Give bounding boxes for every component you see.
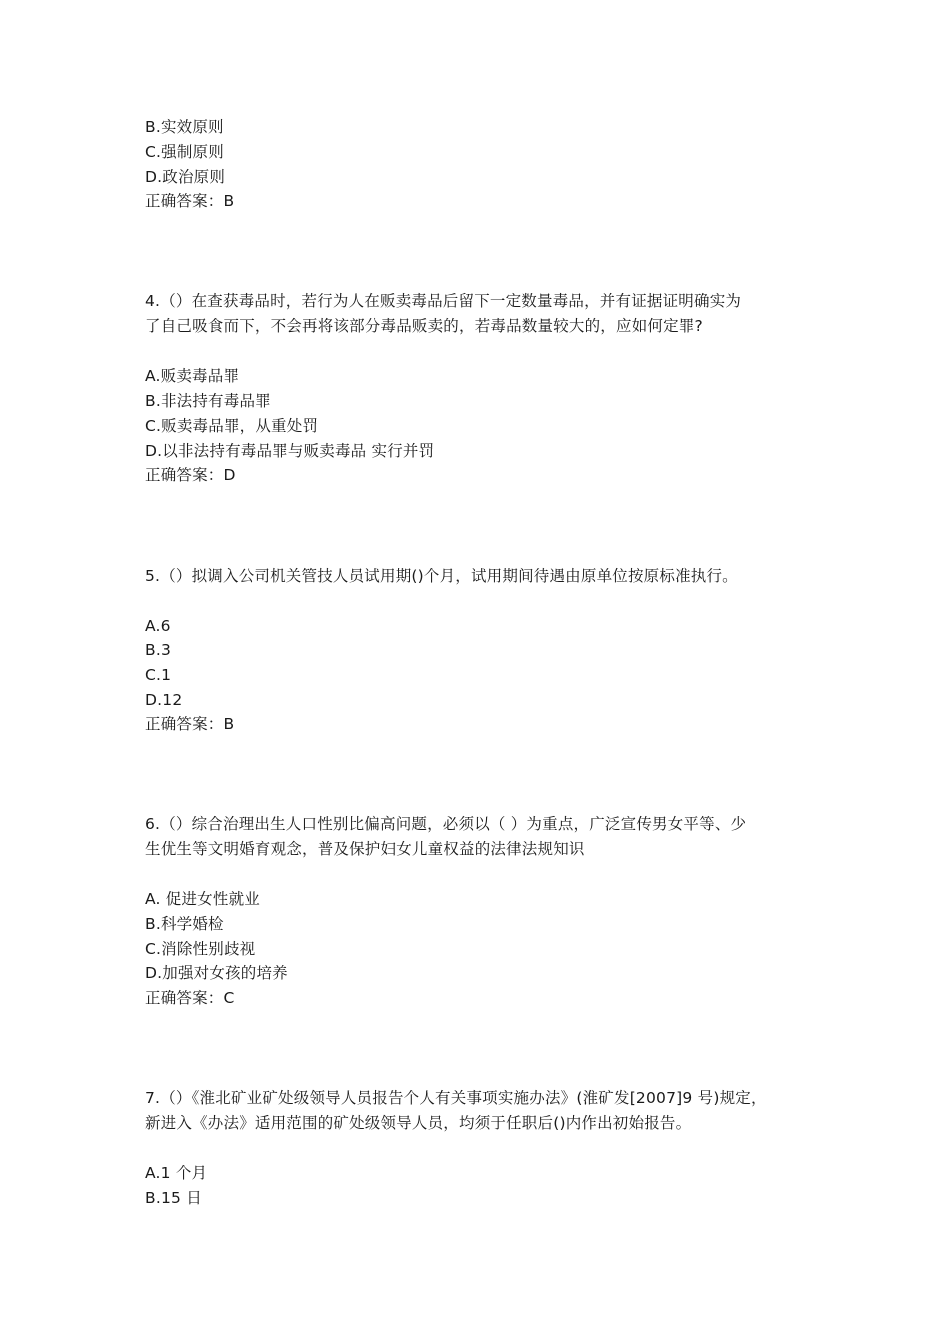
q5-question-line-1: 5.（）拟调入公司机关管技人员试用期()个月，试用期间待遇由原单位按原标准执行。 (145, 567, 738, 585)
q6-option-a: A. 促进女性就业 (145, 890, 260, 908)
q6-option-b: B.科学婚检 (145, 915, 224, 933)
q7-question-line-2: 新进入《办法》适用范围的矿处级领导人员，均须于任职后()内作出初始报告。 (145, 1114, 692, 1132)
q7-option-a: A.1 个月 (145, 1164, 208, 1182)
q4-option-a: A.贩卖毒品罪 (145, 367, 240, 385)
q4-option-b: B.非法持有毒品罪 (145, 392, 271, 410)
q4-option-d: D.以非法持有毒品罪与贩卖毒品 实行并罚 (145, 442, 435, 460)
q6-answer: 正确答案：C (145, 989, 235, 1007)
q7-question-line-1: 7.（）《淮北矿业矿处级领导人员报告个人有关事项实施办法》(淮矿发[2007]9 号)规定， (145, 1089, 767, 1107)
q5-option-d: D.12 (145, 691, 183, 709)
q4-answer: 正确答案：D (145, 466, 236, 484)
q5-answer: 正确答案：B (145, 715, 235, 733)
q4-question-line-1: 4.（）在查获毒品时，若行为人在贩卖毒品后留下一定数量毒品，并有证据证明确实为 (145, 292, 742, 310)
q4-option-c: C.贩卖毒品罪，从重处罚 (145, 417, 319, 435)
q5-option-c: C.1 (145, 666, 172, 684)
q6-question-line-1: 6.（）综合治理出生人口性别比偏高问题，必须以（ ）为重点，广泛宣传男女平等、少 (145, 815, 747, 833)
q5-option-b: B.3 (145, 641, 172, 659)
q6-option-d: D.加强对女孩的培养 (145, 964, 288, 982)
q6-option-c: C.消除性别歧视 (145, 940, 256, 958)
q3-option-c: C.强制原则 (145, 143, 224, 161)
q4-question-line-2: 了自己吸食而下，不会再将该部分毒品贩卖的，若毒品数量较大的，应如何定罪? (145, 317, 703, 335)
q3-option-d: D.政治原则 (145, 168, 226, 186)
q3-answer: 正确答案：B (145, 192, 235, 210)
q7-option-b: B.15 日 (145, 1189, 202, 1207)
q6-question-line-2: 生优生等文明婚育观念，普及保护妇女儿童权益的法律法规知识 (145, 840, 585, 858)
q3-option-b: B.实效原则 (145, 118, 224, 136)
q5-option-a: A.6 (145, 617, 171, 635)
